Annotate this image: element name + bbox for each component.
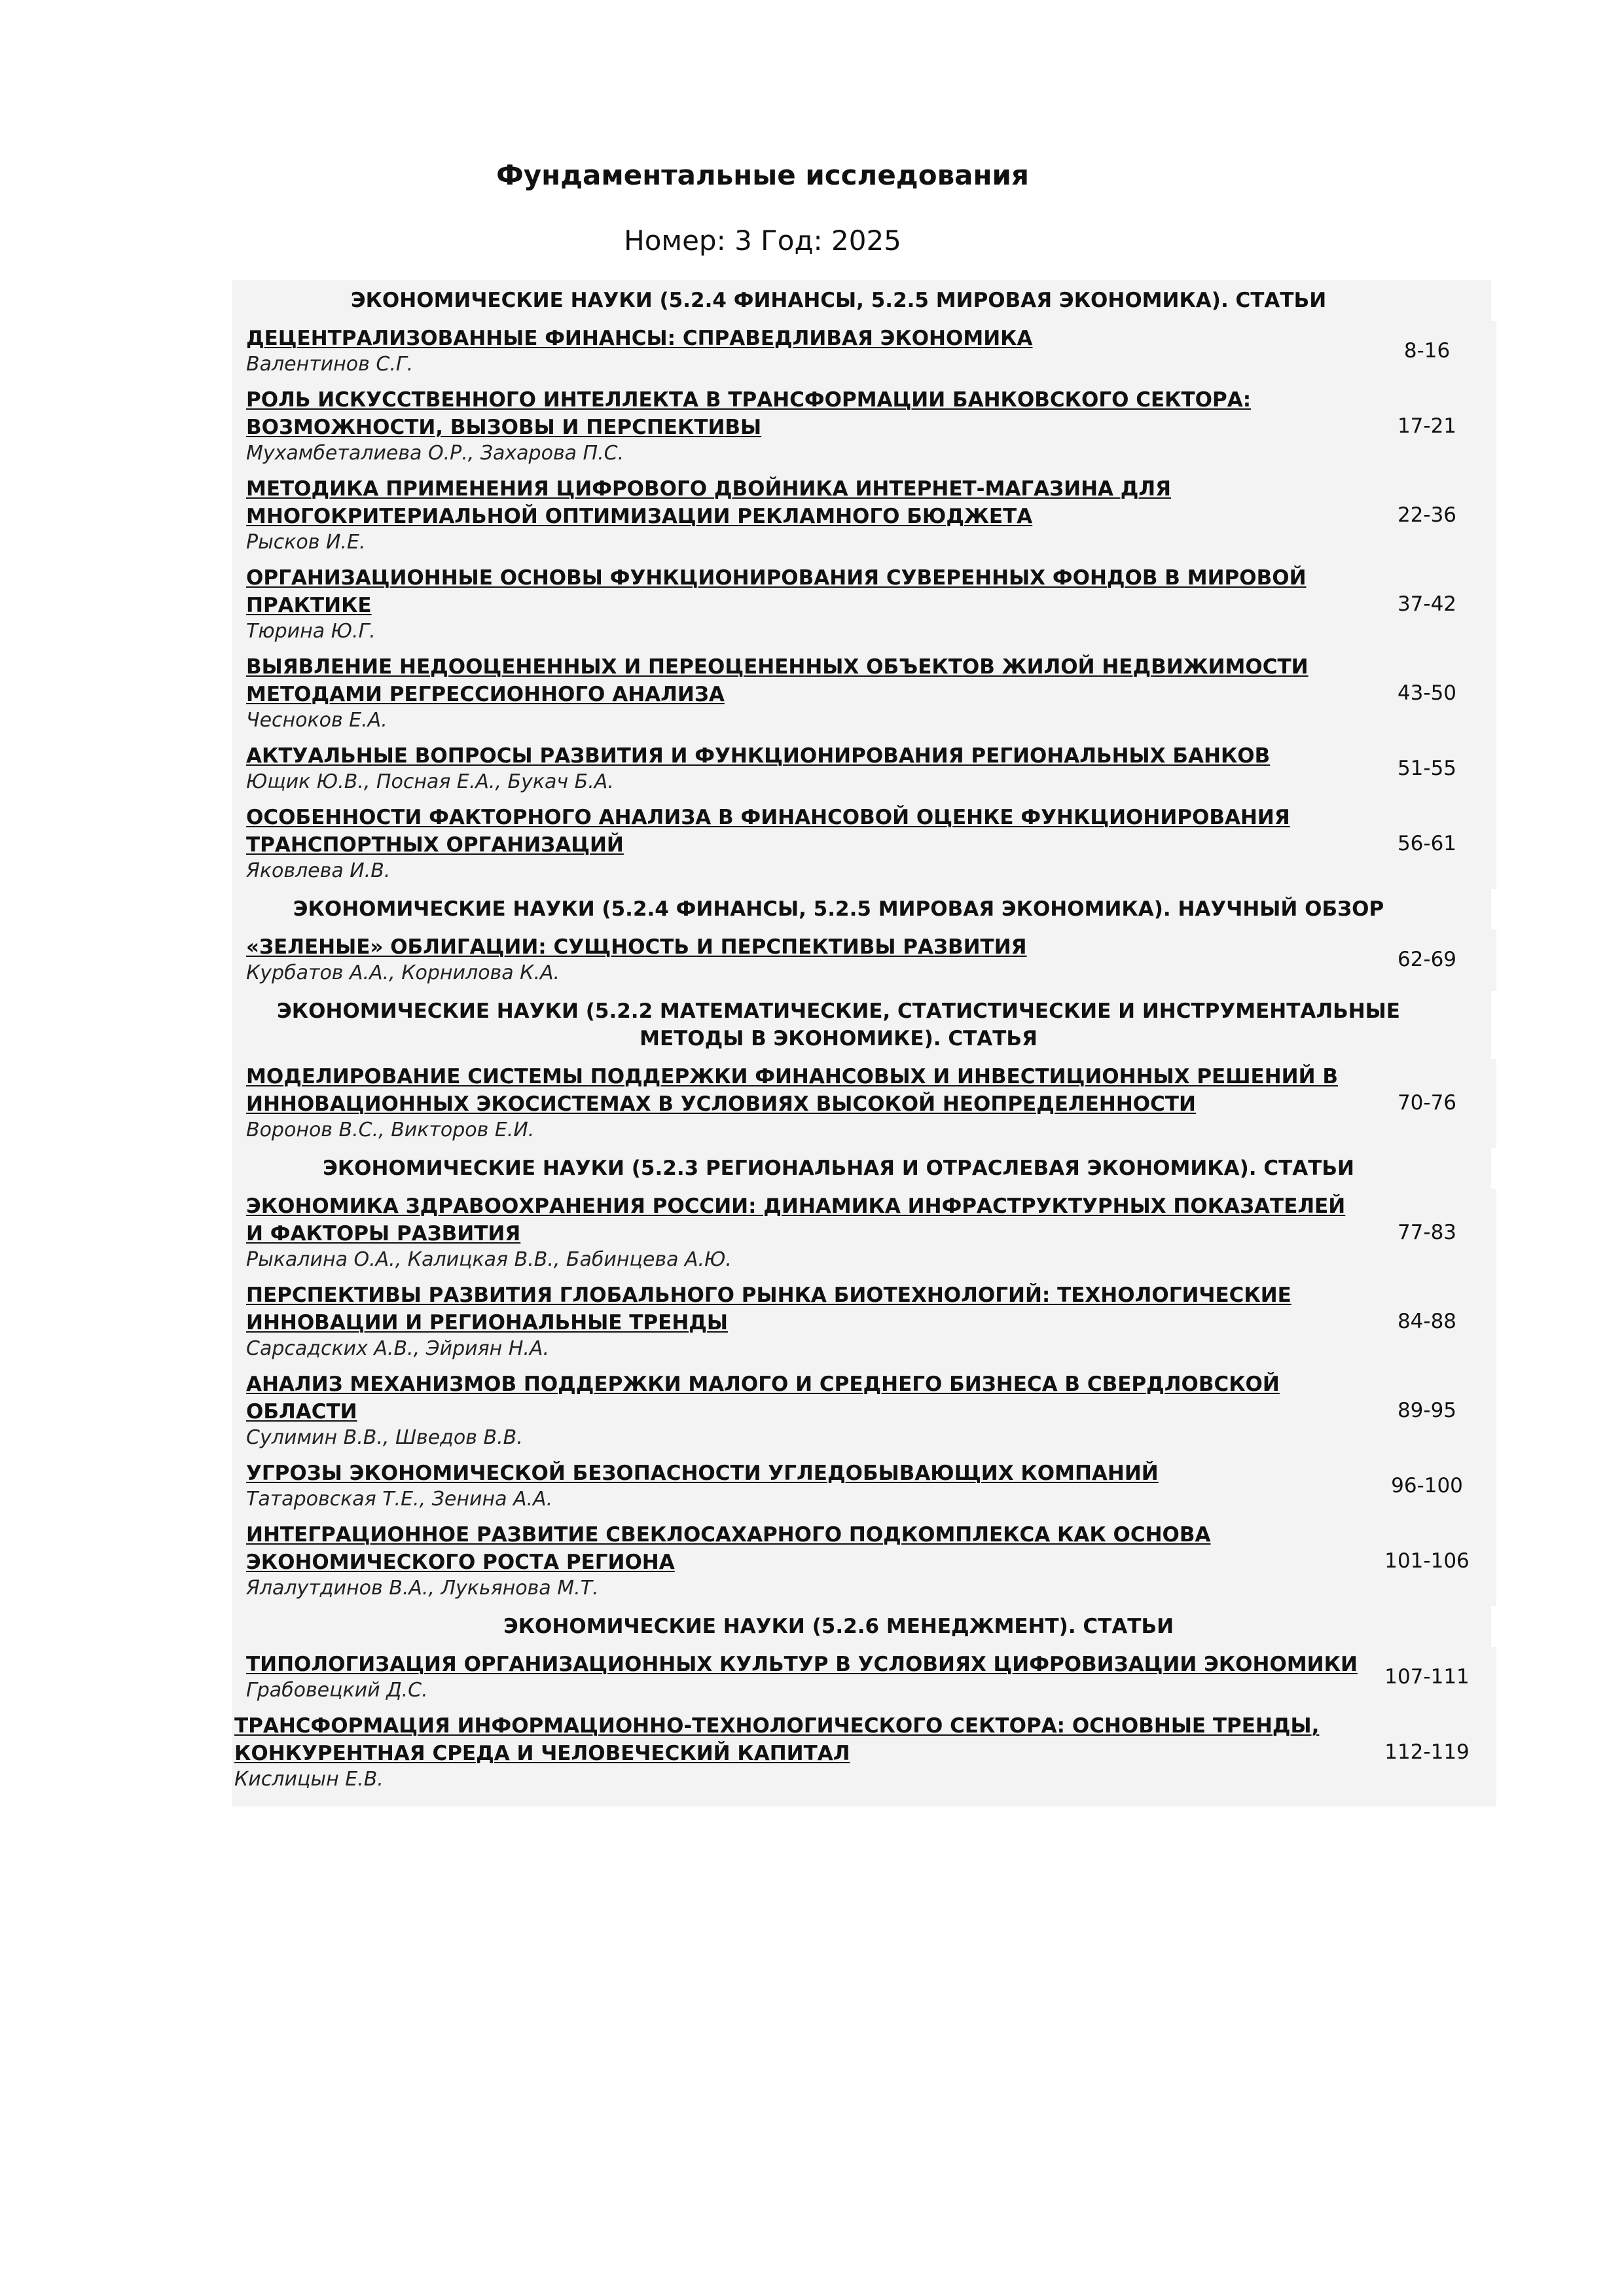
article-text [232,564,1358,644]
article-text [232,1193,1358,1272]
article-title-link[interactable]: ЭКОНОМИКА ЗДРАВООХРАНЕНИЯ РОССИИ: ДИНАМИКА ИНФРАСТРУКТУРНЫХ ПОКАЗАТЕЛЕЙ И ФАКТОРЫ РАЗВИТИЯ [246,1194,1346,1246]
article-pages: 89-95 [1397,1399,1457,1422]
article-text [232,1063,1358,1143]
article-text [232,475,1358,555]
article-title-link[interactable]: ТИПОЛОГИЗАЦИЯ ОРГАНИЗАЦИОННЫХ КУЛЬТУР В УСЛОВИЯХ ЦИФРОВИЗАЦИИ ЭКОНОМИКИ [246,1653,1358,1676]
article-row [232,382,1496,471]
article-authors: Кислицын Е.В. [234,1768,384,1791]
article-title-link[interactable]: АНАЛИЗ МЕХАНИЗМОВ ПОДДЕРЖКИ МАЛОГО И СРЕДНЕГО БИЗНЕСА В СВЕРДЛОВСКОЙ ОБЛАСТИ [246,1372,1280,1424]
article-row [232,1456,1496,1517]
article-text [232,1521,1358,1601]
article-authors: Рыкалина О.А., Калицкая В.В., Бабинцева А.Ю. [246,1248,732,1271]
article-title-link[interactable]: РОЛЬ ИСКУССТВЕННОГО ИНТЕЛЛЕКТА В ТРАНСФОРМАЦИИ БАНКОВСКОГО СЕКТОРА: ВОЗМОЖНОСТИ, ВЫЗОВЫ И ПЕРСПЕКТИВЫ [246,388,1252,439]
article-authors: Яковлева И.В. [246,859,391,882]
article-row [232,1647,1496,1708]
issue-line: Номер: 3 Год: 2025 [624,224,901,257]
article-pages: 77-83 [1397,1221,1457,1244]
article-title-link[interactable]: ПЕРСПЕКТИВЫ РАЗВИТИЯ ГЛОБАЛЬНОГО РЫНКА БИОТЕХНОЛОГИЙ: ТЕХНОЛОГИЧЕСКИЕ ИННОВАЦИИ И РЕГИОНАЛЬНЫЕ ТРЕНДЫ [246,1283,1291,1335]
article-authors: Ющик Ю.В., Посная Е.А., Букач Б.А. [246,770,614,793]
article-authors: Чесноков Е.А. [246,709,388,732]
article-authors: Мухамбеталиева О.Р., Захарова П.С. [246,442,624,465]
article-text [232,1282,1358,1361]
article-authors: Сарсадских А.В., Эйриян Н.А. [246,1337,549,1360]
article-text [232,1712,1358,1792]
article-authors: Сулимин В.В., Шведов В.В. [246,1426,523,1449]
article-row [232,1367,1496,1456]
article-pages: 43-50 [1397,681,1457,705]
article-text [232,742,1358,795]
article-text [232,653,1358,733]
article-title-link[interactable]: МОДЕЛИРОВАНИЕ СИСТЕМЫ ПОДДЕРЖКИ ФИНАНСОВЫХ И ИНВЕСТИЦИОННЫХ РЕШЕНИЙ В ИННОВАЦИОННЫХ ЭКОСИСТЕМАХ В УСЛОВИЯХ ВЫСОКОЙ НЕОПРЕДЕЛЕННОСТИ [246,1065,1338,1116]
article-row [232,321,1496,382]
article-pages: 8-16 [1403,339,1451,363]
section-header: ЭКОНОМИЧЕСКИЕ НАУКИ (5.2.3 РЕГИОНАЛЬНАЯ И ОТРАСЛЕВАЯ ЭКОНОМИКА). СТАТЬИ [232,1148,1496,1189]
article-title-link[interactable]: ОСОБЕННОСТИ ФАКТОРНОГО АНАЛИЗА В ФИНАНСОВОЙ ОЦЕНКЕ ФУНКЦИОНИРОВАНИЯ ТРАНСПОРТНЫХ ОРГАНИЗАЦИЙ [246,806,1290,857]
article-text [232,325,1358,377]
article-text [232,1460,1358,1512]
article-pages: 84-88 [1397,1310,1457,1333]
article-text [232,1651,1358,1703]
article-row [232,738,1496,800]
article-authors: Рысков И.Е. [246,531,366,554]
article-authors: Ялалутдинов В.А., Лукьянова М.Т. [246,1577,599,1600]
article-row [232,1278,1496,1367]
section-header: ЭКОНОМИЧЕСКИЕ НАУКИ (5.2.2 МАТЕМАТИЧЕСКИЕ, СТАТИСТИЧЕСКИЕ И ИНСТРУМЕНТАЛЬНЫЕ МЕТОДЫ В ЭКОНОМИКЕ). СТАТЬЯ [232,991,1496,1059]
article-row [232,649,1496,738]
article-pages: 37-42 [1397,592,1457,616]
article-pages: 96-100 [1391,1474,1463,1498]
article-text [232,386,1358,466]
article-title-link[interactable]: АКТУАЛЬНЫЕ ВОПРОСЫ РАЗВИТИЯ И ФУНКЦИОНИРОВАНИЯ РЕГИОНАЛЬНЫХ БАНКОВ [246,744,1271,768]
article-text [232,1371,1358,1450]
article-pages: 56-61 [1397,832,1457,855]
article-title-link[interactable]: «ЗЕЛЕНЫЕ» ОБЛИГАЦИИ: СУЩНОСТЬ И ПЕРСПЕКТИВЫ РАЗВИТИЯ [246,935,1027,959]
article-pages: 107-111 [1384,1665,1470,1689]
article-row [232,800,1496,889]
article-pages: 17-21 [1397,414,1457,438]
article-pages: 62-69 [1397,948,1457,971]
article-row [232,471,1496,560]
article-pages: 112-119 [1384,1740,1470,1764]
article-row [232,1517,1496,1606]
article-text [232,933,1358,986]
journal-title: Фундаментальные исследования [496,159,1029,191]
article-title-link[interactable]: ВЫЯВЛЕНИЕ НЕДООЦЕНЕННЫХ И ПЕРЕОЦЕНЕННЫХ ОБЪЕКТОВ ЖИЛОЙ НЕДВИЖИМОСТИ МЕТОДАМИ РЕГРЕССИОННОГО АНАЛИЗА [246,655,1308,706]
article-title-link[interactable]: ОРГАНИЗАЦИОННЫЕ ОСНОВЫ ФУНКЦИОНИРОВАНИЯ СУВЕРЕННЫХ ФОНДОВ В МИРОВОЙ ПРАКТИКЕ [246,566,1307,617]
article-pages: 101-106 [1384,1549,1470,1573]
section-header: ЭКОНОМИЧЕСКИЕ НАУКИ (5.2.6 МЕНЕДЖМЕНТ). СТАТЬИ [232,1606,1496,1647]
article-authors: Грабовецкий Д.С. [246,1679,428,1702]
article-row [232,1059,1496,1148]
article-title-link[interactable]: ДЕЦЕНТРАЛИЗОВАННЫЕ ФИНАНСЫ: СПРАВЕДЛИВАЯ ЭКОНОМИКА [246,327,1033,350]
article-pages: 70-76 [1397,1091,1457,1115]
table-of-contents [232,280,1496,1806]
article-title-link[interactable]: ТРАНСФОРМАЦИЯ ИНФОРМАЦИОННО-ТЕХНОЛОГИЧЕСКОГО СЕКТОРА: ОСНОВНЫЕ ТРЕНДЫ, КОНКУРЕНТНАЯ СРЕДА И ЧЕЛОВЕЧЕСКИЙ КАПИТАЛ [234,1714,1320,1765]
article-authors: Курбатов А.А., Корнилова К.А. [246,961,560,984]
article-authors: Тюрина Ю.Г. [246,620,376,643]
article-pages: 22-36 [1397,503,1457,527]
article-authors: Валентинов С.Г. [246,353,414,376]
article-authors: Воронов В.С., Викторов Е.И. [246,1119,535,1141]
article-title-link[interactable]: МЕТОДИКА ПРИМЕНЕНИЯ ЦИФРОВОГО ДВОЙНИКА ИНТЕРНЕТ-МАГАЗИНА ДЛЯ МНОГОКРИТЕРИАЛЬНОЙ ОПТИМИЗАЦИИ РЕКЛАМНОГО БЮДЖЕТА [246,477,1172,528]
article-text [232,804,1358,884]
article-authors: Татаровская Т.Е., Зенина А.А. [246,1488,553,1511]
article-row [232,1708,1496,1797]
article-row [232,1189,1496,1278]
article-pages: 51-55 [1397,757,1457,780]
article-title-link[interactable]: ИНТЕГРАЦИОННОЕ РАЗВИТИЕ СВЕКЛОСАХАРНОГО ПОДКОМПЛЕКСА КАК ОСНОВА ЭКОНОМИЧЕСКОГО РОСТА РЕГИОНА [246,1523,1211,1574]
section-header: ЭКОНОМИЧЕСКИЕ НАУКИ (5.2.4 ФИНАНСЫ, 5.2.5 МИРОВАЯ ЭКОНОМИКА). НАУЧНЫЙ ОБЗОР [232,889,1496,929]
section-header: ЭКОНОМИЧЕСКИЕ НАУКИ (5.2.4 ФИНАНСЫ, 5.2.5 МИРОВАЯ ЭКОНОМИКА). СТАТЬИ [232,280,1496,321]
article-row [232,560,1496,649]
article-title-link[interactable]: УГРОЗЫ ЭКОНОМИЧЕСКОЙ БЕЗОПАСНОСТИ УГЛЕДОБЫВАЮЩИХ КОМПАНИЙ [246,1462,1159,1485]
article-row [232,929,1496,991]
